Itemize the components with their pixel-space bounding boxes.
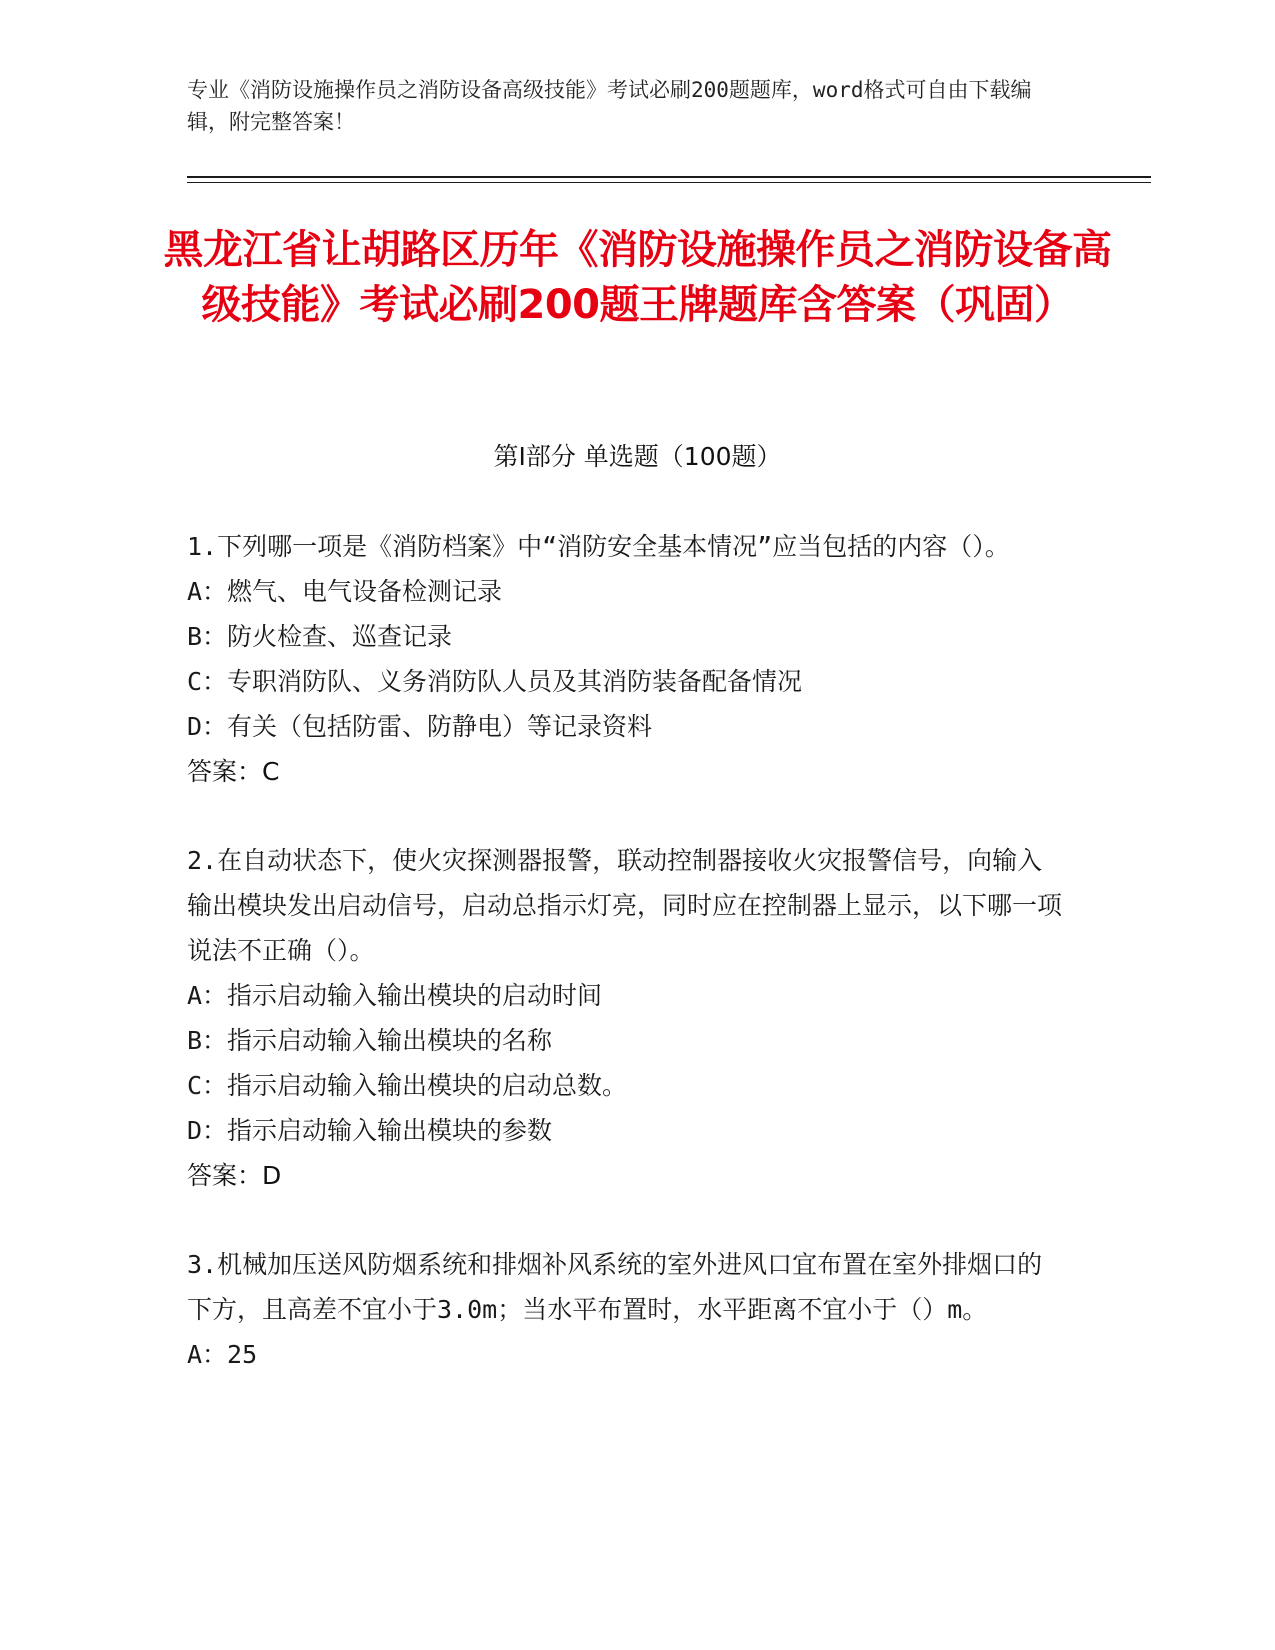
option-b: B：指示启动输入输出模块的名称 [187, 1026, 553, 1055]
option-a: A：25 [187, 1340, 258, 1369]
option-c: C：专职消防队、义务消防队人员及其消防装备配备情况 [187, 667, 803, 696]
option-b: B：防火检查、巡查记录 [187, 622, 453, 651]
answer: 答案：D [187, 1161, 282, 1190]
question-list [187, 524, 1067, 1421]
question-1 [187, 524, 1067, 794]
option-a: A：燃气、电气设备检测记录 [187, 577, 503, 606]
option-c: C：指示启动输入输出模块的启动总数。 [187, 1071, 628, 1100]
option-a: A：指示启动输入输出模块的启动时间 [187, 981, 603, 1010]
question-stem: 1.下列哪一项是《消防档案》中“消防安全基本情况”应当包括的内容（）。 [187, 532, 1010, 561]
header-rule-thin [187, 182, 1151, 183]
option-d: D：有关（包括防雷、防静电）等记录资料 [187, 712, 653, 741]
header-rule-thick [187, 176, 1151, 178]
option-d: D：指示启动输入输出模块的参数 [187, 1116, 553, 1145]
question-3 [187, 1242, 1067, 1377]
question-2 [187, 838, 1067, 1198]
answer: 答案：C [187, 757, 280, 786]
header-note: 专业《消防设施操作员之消防设备高级技能》考试必刷200题题库，word格式可自由下载编辑，附完整答案！ [187, 78, 1032, 134]
question-stem: 2.在自动状态下，使火灾探测器报警，联动控制器接收火灾报警信号，向输入输出模块发出启动信号，启动总指示灯亮，同时应在控制器上显示，以下哪一项说法不正确（）。 [187, 846, 1063, 965]
section-heading: 第Ⅰ部分 单选题（100题） [493, 442, 782, 471]
document-title: 黑龙江省让胡路区历年《消防设施操作员之消防设备高级技能》考试必刷200题王牌题库含答案（巩固） [163, 227, 1112, 328]
question-stem: 3.机械加压送风防烟系统和排烟补风系统的室外进风口宜布置在室外排烟口的下方，且高差不宜小于3.0m；当水平布置时，水平距离不宜小于（）m。 [187, 1250, 1043, 1324]
